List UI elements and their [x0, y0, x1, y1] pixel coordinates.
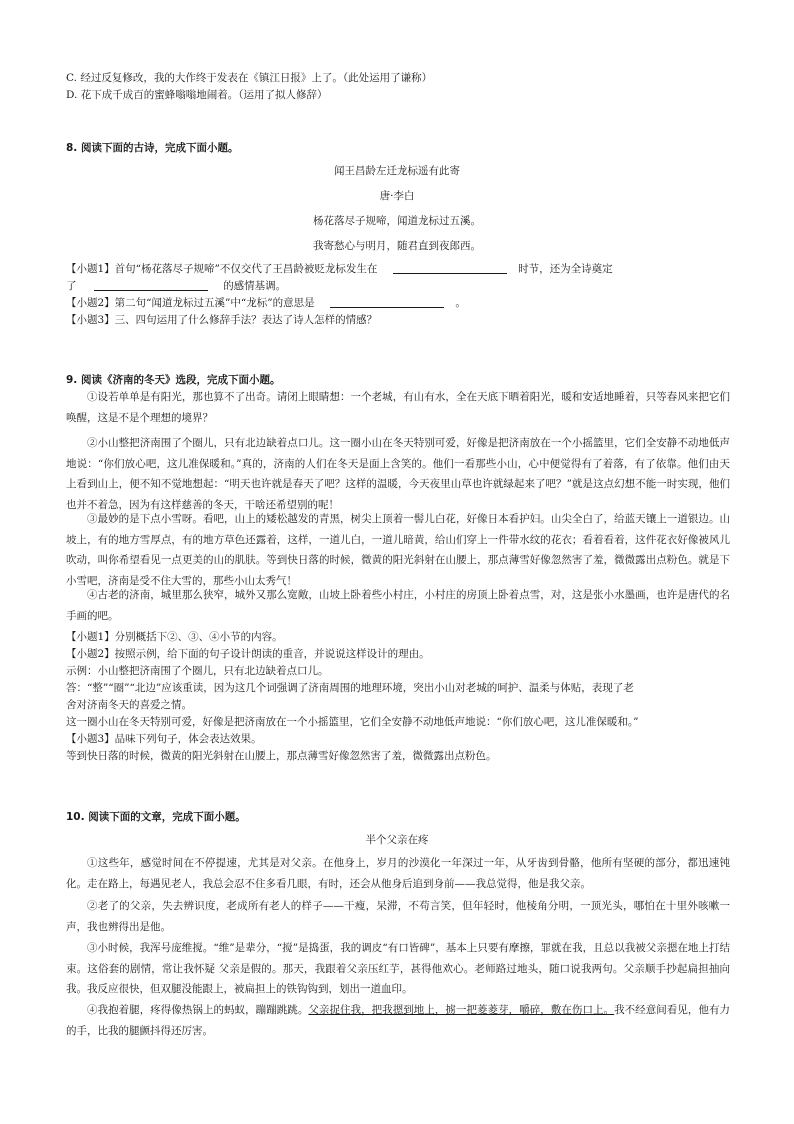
answer-blank[interactable]	[94, 279, 208, 291]
q8-sub1-line1	[66, 262, 613, 276]
q10-paragraph-3: ③小时候，我浑号庞维搅。“维”是辈分，“搅”是捣蛋，我的调皮“有口皆碑”，基本上只要有摩擦，罪就在我，且总以我被父亲摁在地上打结束。这俗套的剧情，常让我怀疑 父亲是假的。那天，我跟着父亲压红芋，甚得他欢心。老师路过地头，随口说我两句。父亲顺手抄起扁担抽向我。我反应很快，但双腿没能跟上，被扁担上的铁钩钩到，划出一道血印。	[66, 942, 730, 995]
q10-paragraph-1: ①这些年，感觉时间在不停提速，尤其是对父亲。在他身上，岁月的沙漠化一年深过一年，从牙齿到骨骼，他所有坚硬的部分，都迅速钝化。走在路上，每遇见老人，我总会忍不住多看几眼，有时，还会从他身后追到身前——我总觉得，他是我父亲。	[66, 857, 730, 890]
q9-sub1: 【小题1】分别概括下②、③、④小节的内容。	[66, 631, 283, 643]
q9-paragraph-3: ③最妙的是下点小雪呀。看吧，山上的矮松越发的青黑，树尖上顶着一髻儿白花，好像日本看护妇。山尖全白了，给蓝天镶上一道银边。山坡上，有的地方雪厚点，有的地方草色还露着，这样，一道儿白，一道儿暗黄，给山们穿上一件带水纹的花衣；看着看着，这件花衣好像被风儿吹动，叫你希望看见一点更美的山的肌肤。等到快日落的时候，微黄的阳光斜射在山腰上，那点薄雪好像忽然害了羞，微微露出点粉色。就是下小雪吧，济南是受不住大雪的，那些小山太秀气！	[66, 513, 730, 587]
q10-p4-text-a: ④我抱着腿，疼得像热锅上的蚂蚁，蹦蹦跳跳。	[87, 1004, 309, 1016]
q8-sub2-text-a: 【小题2】第二句“闻道龙标过五溪”中“龙标”的意思是	[66, 297, 315, 309]
underlined-sentence: 父亲捉住我，把我摁到地上，掳一把菱菱芽，嚼碎，敷在伤口上。	[308, 1004, 615, 1016]
q10-p4-text-b: 我不经意间看见，他有力的手，比我的腿颤抖得还厉害。	[66, 1004, 731, 1037]
q10-paragraph-2: ②老了的父亲，失去辨识度，老成所有老人的样子——干瘦，呆滞，不苟言笑，但年轻时，他棱角分明，一顶光头，哪怕在十里外咳嗽一声，我也辨得出是他。	[66, 900, 730, 933]
q9-example: 示例：小山整把济南围了个圈儿，只有北边缺着点口儿。	[66, 665, 329, 677]
q10-heading: 10. 阅读下面的文章，完成下面小题。	[66, 811, 246, 823]
q7-option-c: C. 经过反复修改，我的大作终于发表在《镇江日报》上了。（此处运用了谦称）	[66, 72, 433, 84]
q8-sub1-text-d: 的感情基调。	[223, 280, 287, 292]
q9-answer-line-1: 答：“整”“圈”“北边”应该重读，因为这几个词强调了济南周围的地理环境，突出小山对老城的呵护、温柔与体贴，表现了老	[66, 682, 634, 694]
answer-blank[interactable]	[393, 262, 507, 274]
q9-paragraph-1: ①设若单单是有阳光，那也算不了出奇。请闭上眼睛想：一个老城，有山有水，全在天底下晒着阳光，暖和安适地睡着，只等春风来把它们唤醒，这是不是个理想的境界？	[66, 391, 730, 424]
poem-title: 闻王昌龄左迁龙标遥有此寄	[334, 165, 460, 177]
q9-paragraph-2: ②小山整把济南围了个圈儿，只有北边缺着点口儿。这一圈小山在冬天特别可爱，好像是把济南放在一个小摇篮里，它们全安静不动地低声地说：“你们放心吧，这儿准保暖和。”真的，济南的人们在冬天是面上含笑的。他们一看那些小山，心中便觉得有了着落，有了依靠。他们由天上看到山上，便不知不觉地想起：“明天也许就是春天了吧？这样的温暖，今天夜里山草也许就绿起来了吧？”就是这点幻想不能一时实现，他们也并不着急，因为有这样慈善的冬天，干啥还希望别的呢！	[66, 437, 730, 511]
q8-sub2	[66, 296, 466, 310]
q8-sub1-text-a: 【小题1】首句“杨花落尽子规啼”不仅交代了王昌龄被贬龙标发生在	[66, 263, 378, 275]
q8-sub3: 【小题3】三、四句运用了什么修辞手法？表达了诗人怎样的情感？	[66, 314, 378, 326]
q8-sub1-line2	[66, 279, 286, 293]
q9-sentence: 这一圈小山在冬天特别可爱，好像是把济南放在一个小摇篮里，它们全安静不动地低声地说：“你们放心吧，这儿准保暖和。”	[66, 716, 639, 728]
q8-sub2-text-b: 。	[455, 297, 466, 309]
q9-paragraph-4: ④古老的济南，城里那么狭窄，城外又那么宽敞，山坡上卧着些小村庄，小村庄的房顶上卧着点雪，对，这是张小水墨画，也许是唐代的名手画的吧。	[66, 589, 730, 622]
q9-heading: 9. 阅读《济南的冬天》选段，完成下面小题。	[66, 374, 281, 386]
q8-sub1-text-b: 时节，还为全诗奠定	[518, 263, 613, 275]
q8-sub1-text-c: 了	[66, 280, 77, 292]
q10-paragraph-4	[66, 1000, 730, 1041]
q7-option-d: D. 花下成千成百的蜜蜂嗡嗡地闹着。（运用了拟人修辞）	[66, 89, 328, 101]
q9-sub3-sentence: 等到快日落的时候，微黄的阳光斜射在山腰上，那点薄雪好像忽然害了羞，微微露出点粉色。	[66, 750, 497, 762]
q9-answer-line-2: 舍对济南冬天的喜爱之情。	[66, 699, 192, 711]
poem-author: 唐·李白	[379, 190, 415, 202]
q8-heading: 8. 阅读下面的古诗，完成下面小题。	[66, 142, 239, 154]
article-title: 半个父亲在疼	[365, 834, 429, 846]
q9-sub2: 【小题2】按照示例，给下面的句子设计朗读的重音，并说说这样设计的理由。	[66, 648, 430, 660]
answer-blank[interactable]	[330, 296, 444, 308]
q9-sub3: 【小题3】品味下列句子，体会表达效果。	[66, 733, 262, 745]
poem-line-2: 我寄愁心与明月，随君直到夜郎西。	[313, 240, 481, 252]
poem-line-1: 杨花落尽子规啼，闻道龙标过五溪。	[313, 215, 481, 227]
